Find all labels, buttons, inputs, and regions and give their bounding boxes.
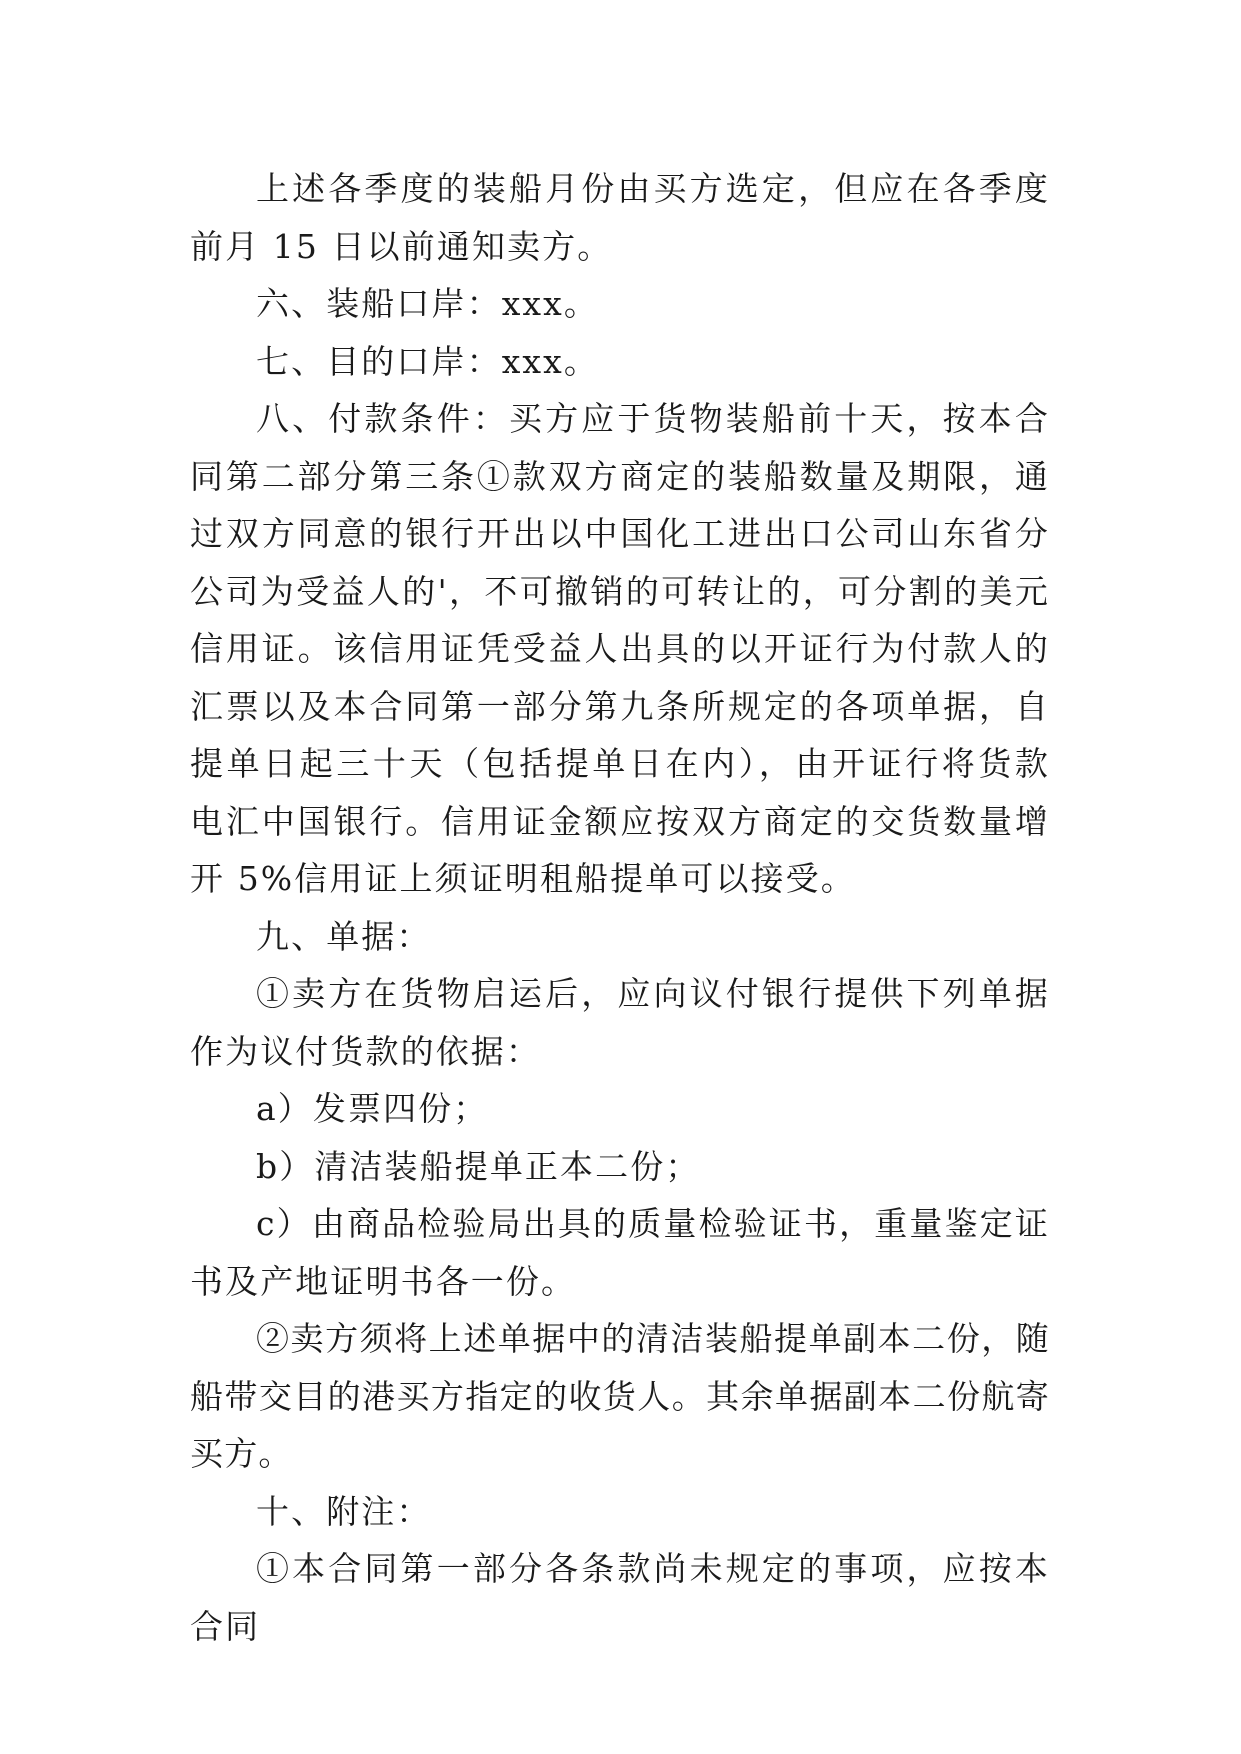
paragraph-documents-2: ②卖方须将上述单据中的清洁装船提单副本二份，随船带交目的港买方指定的收货人。其余单据副本二份航寄买方。 bbox=[190, 1319, 1050, 1473]
paragraph-documents-1: ①卖方在货物启运后，应向议付银行提供下列单据作为议付货款的依据： bbox=[190, 974, 1050, 1071]
paragraph-loading-port: 六、装船口岸：xxx。 bbox=[256, 284, 599, 323]
paragraph-destination-port: 七、目的口岸：xxx。 bbox=[256, 341, 599, 381]
document-page bbox=[190, 160, 1050, 1655]
paragraph-documents-heading: 九、单据： bbox=[256, 916, 432, 956]
paragraph-payment-terms: 八、付款条件：买方应于货物装船前十天，按本合同第二部分第三条①款双方商定的装船数量及期限，通过双方同意的银行开出以中国化工进出口公司山东省分公司为受益人的'，不可撤销的可转让的，可分割的美元信用证。该信用证凭受益人出具的以开证行为付款人的汇票以及本合同第一部分第九条所规定的各项单据，自提单日起三十天（包括提单日在内），由开证行将货款电汇中国银行。信用证金额应按双方商定的交货数量增开 5%信用证上须证明租船提单可以接受。 bbox=[190, 399, 1050, 898]
paragraph-notes-heading: 十、附注： bbox=[256, 1491, 432, 1531]
paragraph-documents-a: a）发票四份； bbox=[256, 1089, 489, 1128]
paragraph-documents-b: b）清洁装船提单正本二份； bbox=[256, 1146, 701, 1186]
paragraph-shipping-month: 上述各季度的装船月份由买方选定，但应在各季度前月 15 日以前通知卖方。 bbox=[190, 169, 1050, 266]
paragraph-notes-1: ①本合同第一部分各条款尚未规定的事项，应按本合同 bbox=[190, 1549, 1050, 1646]
paragraph-documents-c: c）由商品检验局出具的质量检验证书，重量鉴定证书及产地证明书各一份。 bbox=[190, 1204, 1050, 1301]
